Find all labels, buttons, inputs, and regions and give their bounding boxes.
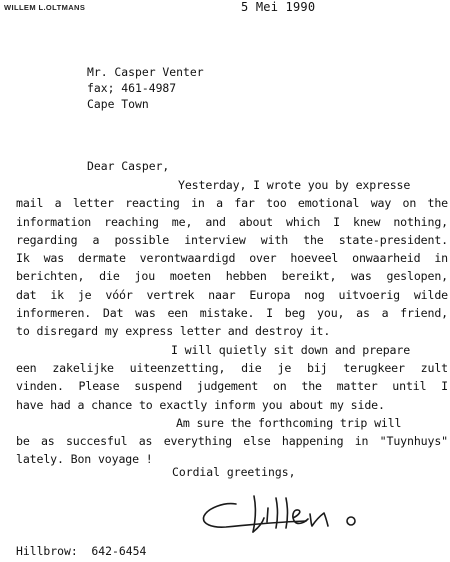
- body-line: I will quietly sit down and prepare: [171, 342, 411, 357]
- letter-body: [16, 176, 448, 469]
- body-line: berichten, die jou moeten hebben bereikt, was geslopen,: [16, 269, 448, 284]
- body-line: information reaching me, and about which I knew nothing,: [16, 214, 448, 229]
- body-line: to disregard my express letter and destroy it.: [16, 324, 331, 339]
- body-line: mail a letter reacting in a far too emotional way on the: [16, 196, 448, 211]
- body-line: Am sure the forthcoming trip will: [176, 415, 402, 430]
- handwritten-signature: [196, 488, 406, 538]
- recipient-address: [87, 64, 204, 112]
- salutation: Dear Casper,: [87, 159, 170, 173]
- body-line: lately. Bon voyage !: [16, 452, 153, 467]
- body-line: Ik was dermate verontwaardigd over hoeveel onwaarheid in: [16, 251, 448, 266]
- body-line: dat ik je vóór vertrek naar Europa nog uitvoerig wilde: [16, 287, 448, 302]
- closing: Cordial greetings,: [172, 465, 296, 479]
- body-line: have had a chance to exactly inform you about my side.: [16, 397, 385, 412]
- body-line: informeren. Dat was een mistake. I beg you, as a friend,: [16, 306, 448, 321]
- recipient-name: Mr. Casper Venter: [87, 65, 204, 79]
- letterhead: WILLEM L.OLTMANS: [4, 3, 86, 12]
- body-line: vinden. Please suspend judgement on the matter until I: [16, 379, 448, 394]
- recipient-fax: fax; 461-4987: [87, 81, 177, 95]
- body-line: regarding a possible interview with the state-president.: [16, 232, 448, 247]
- letter-date: 5 Mei 1990: [241, 0, 316, 14]
- body-line: be as succesful as everything else happening in "Tuynhuys": [16, 434, 448, 449]
- body-line: Yesterday, I wrote you by expresse: [178, 178, 411, 192]
- recipient-city: Cape Town: [87, 97, 149, 111]
- body-line: een zakelijke uiteenzetting, die je bij terugkeer zult: [16, 360, 448, 375]
- footer-phone: Hillbrow: 642-6454: [16, 544, 147, 558]
